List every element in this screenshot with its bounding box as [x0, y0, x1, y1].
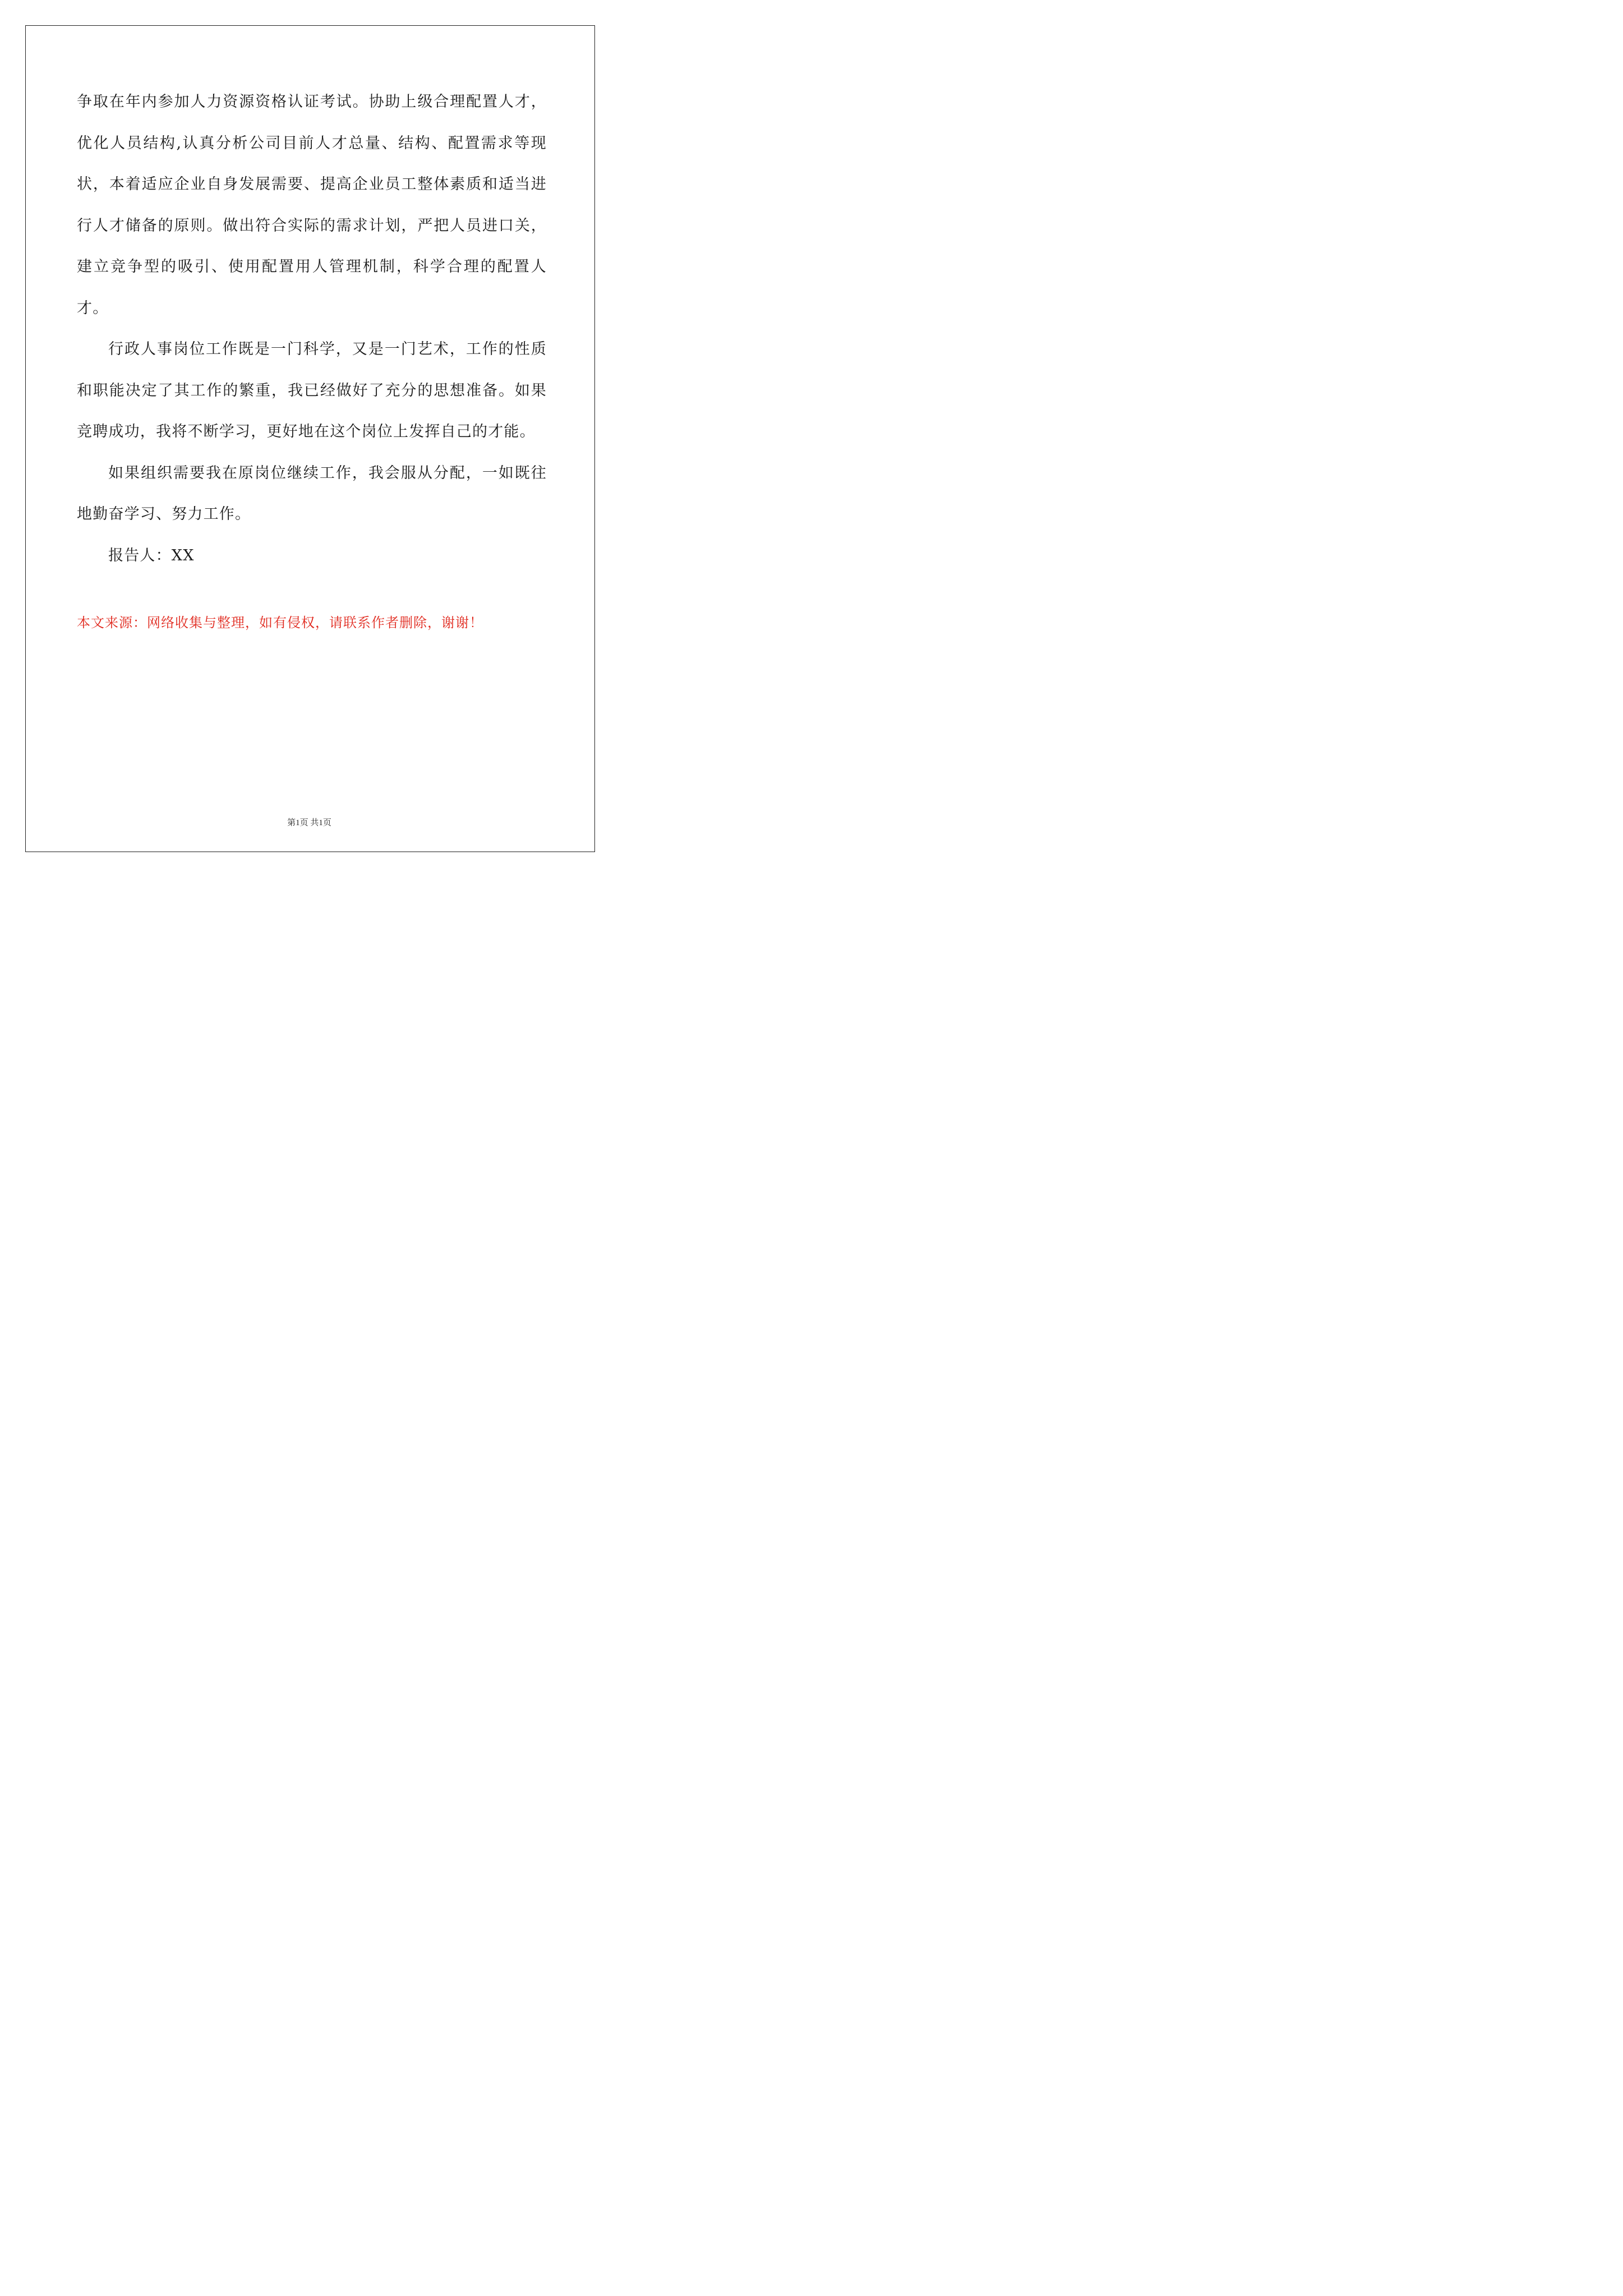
reporter-line: 报告人：XX	[108, 546, 195, 564]
paragraph-3: 如果组织需要我在原岗位继续工作，我会服从分配，一如既往地勤奋学习、努力工作。	[77, 464, 547, 523]
source-note: 本文来源：网络收集与整理，如有侵权，请联系作者删除，谢谢！	[77, 615, 483, 631]
document-body	[77, 81, 547, 576]
paragraph-2: 行政人事岗位工作既是一门科学，又是一门艺术，工作的性质和职能决定了其工作的繁重，我已经做好了充分的思想准备。如果竞聘成功，我将不断学习，更好地在这个岗位上发挥自己的才能。	[77, 341, 547, 440]
paragraph-1: 争取在年内参加人力资源资格认证考试。协助上级合理配置人才，优化人员结构,认真分析公司目前人才总量、结构、配置需求等现状，本着适应企业自身发展需要、提高企业员工整体素质和适当进行人才储备的原则。做出符合实际的需求计划，严把人员进口关，建立竞争型的吸引、使用配置用人管理机制，科学合理的配置人才。	[77, 93, 547, 317]
page-number-footer: 第1页 共1页	[287, 818, 331, 827]
